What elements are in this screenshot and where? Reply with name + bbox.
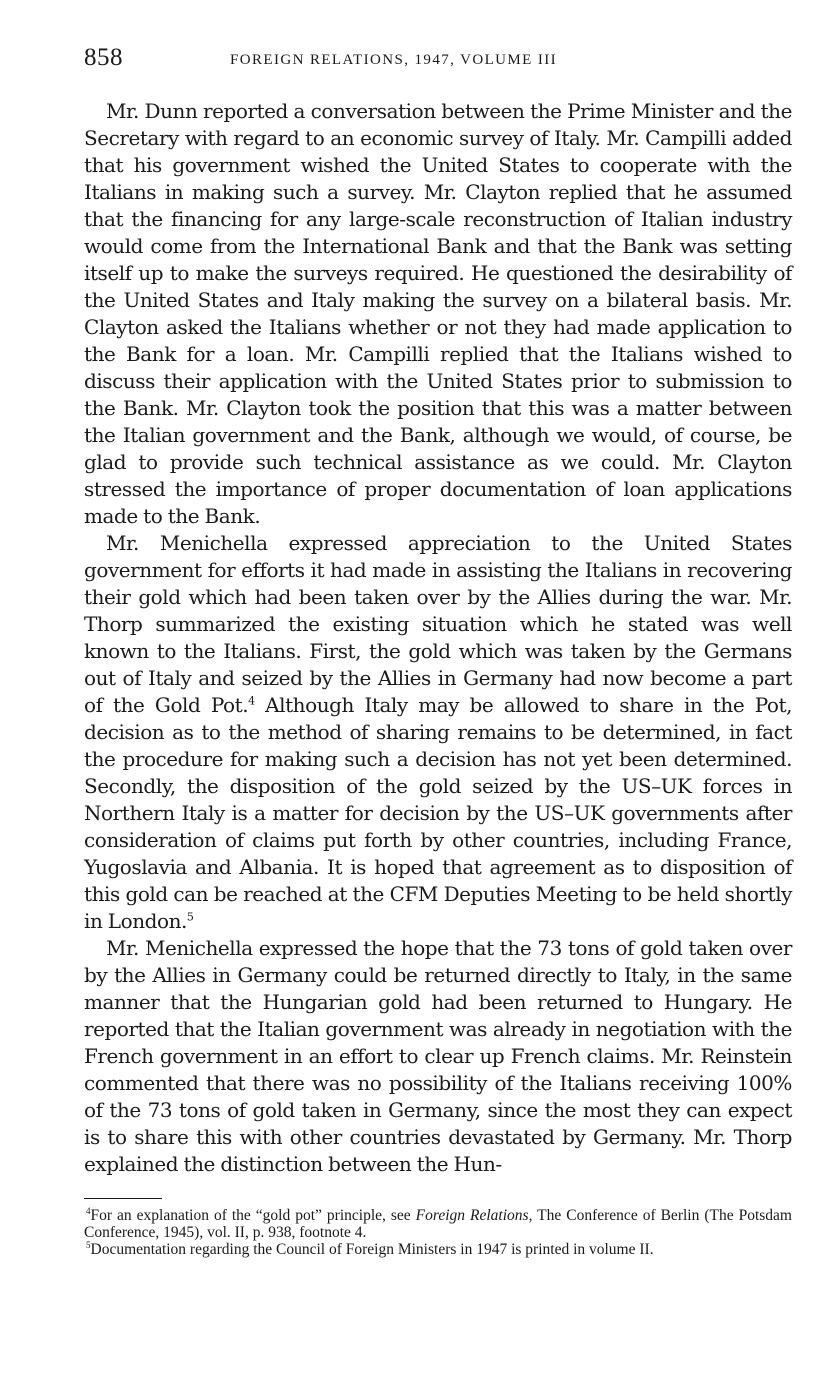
footnote-4 <box>84 1207 792 1241</box>
paragraph-text: Mr. Dunn reported a conversation between the Prime Minister and the Secretary with regard to an economic survey of Italy. Mr. Campilli added that his government wished the United States to cooperate with the Italians in making such a survey. Mr. Clayton replied that he assumed that the financing for any large-scale reconstruction of Italian industry would come from the International Bank and that the Bank was setting itself up to make the surveys required. He questioned the desirability of the United States and Italy making the survey on a bilateral basis. Mr. Clayton asked the Italians whether or not they had made application to the Bank for a loan. Mr. Campilli replied that the Italians wished to discuss their application with the United States prior to submission to the Bank. Mr. Clayton took the position that this was a matter between the Italian government and the Bank, although we would, of course, be glad to provide such technical assistance as we could. Mr. Clayton stressed the importance of proper documentation of loan applications made to the Bank. <box>84 99 792 528</box>
page-number: 858 <box>84 44 123 71</box>
document-page <box>84 44 792 1258</box>
paragraph-text: Although Italy may be allowed to share in the Pot, decision as to the method of sharing remains to be determined, in fact the procedure for making such a decision has not yet been determined. Secondly, the disposition of the gold seized by the US–UK forces in Northern Italy is a matter for decision by the US–UK governments after consideration of claims put forth by other countries, including France, Yugoslavia and Albania. It is hoped that agreement as to disposition of this gold can be reached at the CFM Deputies Meeting to be held shortly in London. <box>84 693 792 933</box>
footnote-5 <box>84 1241 792 1258</box>
footnote-marker: 5 <box>86 1239 91 1250</box>
paragraph-economic-survey <box>84 98 792 530</box>
running-header <box>84 44 792 78</box>
paragraph-text: Mr. Menichella expressed the hope that the 73 tons of gold taken over by the Allies in Germany could be returned directly to Italy, in the same manner that the Hungarian gold had been returned to Hungary. He reported that the Italian government was already in negotiation with the French government in an effort to clear up French claims. Mr. Reinstein commented that there was no possibility of the Italians receiving 100% of the 73 tons of gold taken in Germany, since the most they can expect is to share this with other countries devastated by Germany. Mr. Thorp explained the distinction between the Hun- <box>84 936 792 1176</box>
running-title: FOREIGN RELATIONS, 1947, VOLUME III <box>230 52 558 68</box>
footnote-text: The Conference of Berlin (The Potsdam Conference, 1945), vol. II, p. 938, footnote 4. <box>84 1207 792 1241</box>
footnote-marker: 4 <box>86 1205 91 1216</box>
footnote-ref-4[interactable]: 4 <box>248 694 255 708</box>
body-text <box>84 98 792 1178</box>
paragraph-gold-recovery <box>84 530 792 935</box>
footnote-ref-5[interactable]: 5 <box>186 910 194 924</box>
paragraph-text: Mr. Menichella expressed appreciation to the United States government for efforts it had made in assisting the Italians in recovering their gold which had been taken over by the Allies during the war. Mr. Thorp summarized the existing situation which he stated was well known to the Italians. First, the gold which was taken by the Germans out of Italy and seized by the Allies in Germany had now become a part of the Gold Pot. <box>84 531 792 717</box>
footnotes <box>84 1207 792 1258</box>
paragraph-73-tons <box>84 935 792 1178</box>
footnote-text: Documentation regarding the Council of Foreign Ministers in 1947 is printed in volume II. <box>90 1241 654 1258</box>
footnote-text: For an explanation of the “gold pot” principle, see <box>90 1207 416 1224</box>
footnote-divider <box>84 1198 162 1199</box>
footnote-italic-title: Foreign Relations, <box>415 1207 533 1224</box>
